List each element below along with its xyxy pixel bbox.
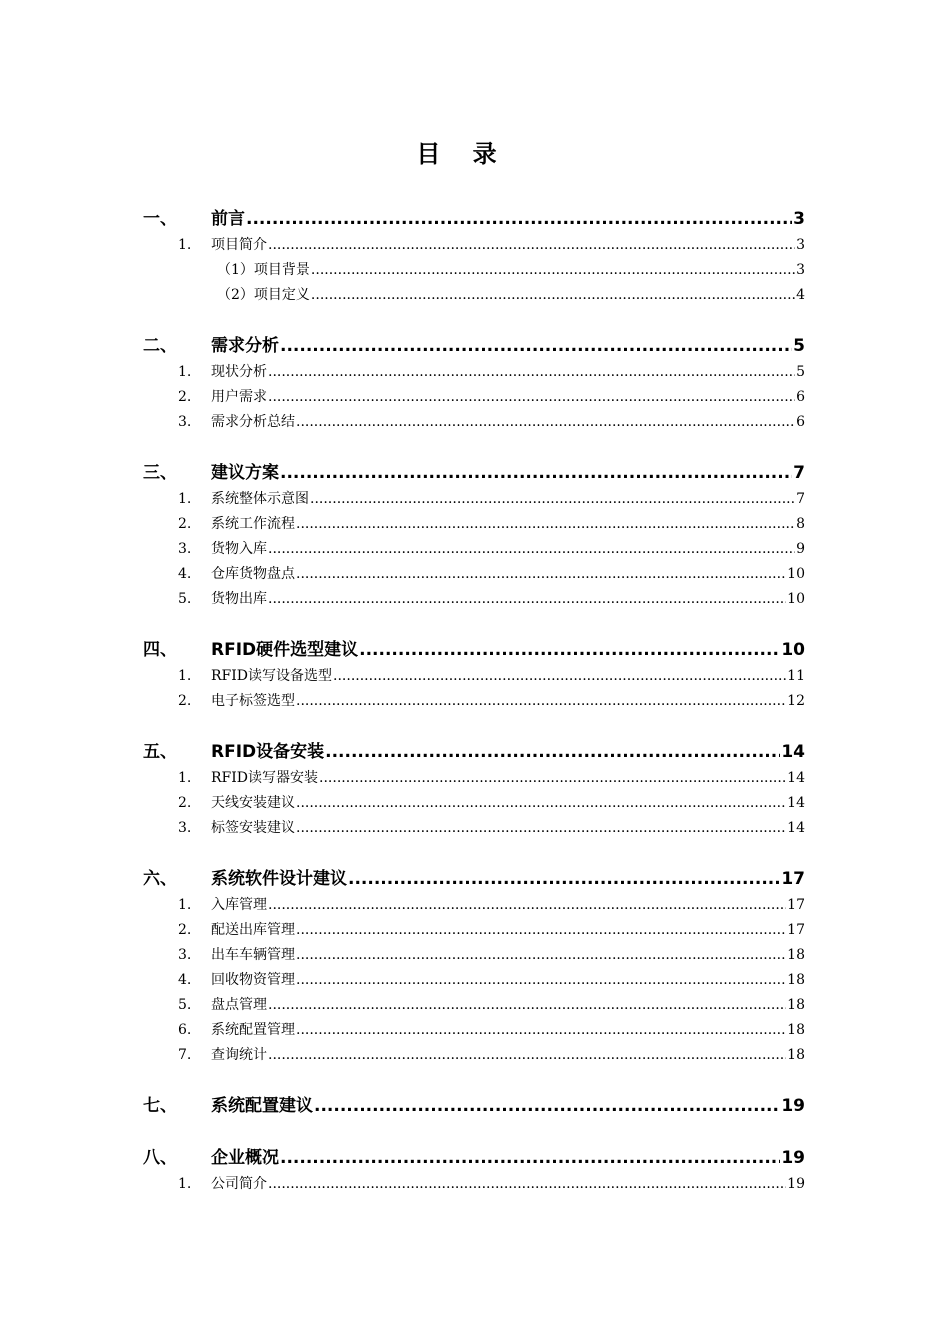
toc-subsection-entry[interactable] — [0, 661, 950, 686]
toc-title: 目 录 — [416, 140, 509, 168]
chapter-number: 五、 — [143, 742, 177, 762]
toc-subsection-entry[interactable] — [0, 280, 950, 305]
subsection-page-number: 10 — [787, 591, 805, 607]
toc-chapter-entry[interactable] — [0, 328, 950, 357]
chapter-number: 七、 — [143, 1096, 177, 1116]
subsection-number: 7. — [178, 1047, 192, 1063]
toc-subsection-entry[interactable] — [0, 407, 950, 432]
dot-leader — [296, 818, 786, 838]
subsection-title: 入库管理 — [211, 897, 267, 913]
chapter-number: 六、 — [143, 869, 177, 889]
table-of-contents — [0, 201, 950, 1217]
dot-leader — [296, 1020, 786, 1040]
chapter-page-number: 19 — [781, 1148, 805, 1168]
toc-subsection-entry[interactable] — [0, 559, 950, 584]
subsection-page-number: 14 — [787, 770, 805, 786]
subsection-page-number: 17 — [787, 922, 805, 938]
chapter-page-number: 19 — [781, 1096, 805, 1116]
subsection-number: 3. — [178, 820, 192, 836]
toc-subsection-entry[interactable] — [0, 915, 950, 940]
subsection-page-number: 18 — [787, 1047, 805, 1063]
subsection-title: 用户需求 — [211, 389, 267, 405]
toc-subsection-entry[interactable] — [0, 584, 950, 609]
chapter-title: 建议方案 — [211, 463, 279, 483]
toc-section — [0, 861, 950, 1065]
toc-subsection-entry[interactable] — [0, 357, 950, 382]
toc-chapter-entry[interactable] — [0, 861, 950, 890]
dot-leader — [268, 1045, 786, 1065]
subsection-title: 盘点管理 — [211, 997, 267, 1013]
chapter-title: RFID硬件选型建议 — [211, 640, 359, 660]
chapter-page-number: 3 — [793, 209, 805, 229]
subsection-number: 2. — [178, 795, 192, 811]
subsection-title: 现状分析 — [211, 364, 267, 380]
dot-leader — [325, 741, 780, 763]
chapter-number: 四、 — [143, 640, 177, 660]
dot-leader — [296, 793, 786, 813]
chapter-number: 一、 — [143, 209, 177, 229]
subsection-title: 标签安装建议 — [211, 820, 295, 836]
toc-section — [0, 734, 950, 838]
dot-leader — [296, 564, 786, 584]
subsection-number: 2. — [178, 693, 192, 709]
dot-leader — [246, 208, 792, 230]
toc-subsection-entry[interactable] — [0, 1015, 950, 1040]
subsection-title: （1）项目背景 — [217, 262, 310, 278]
toc-subsection-entry[interactable] — [0, 813, 950, 838]
dot-leader — [296, 920, 786, 940]
subsection-page-number: 3 — [796, 262, 805, 278]
chapter-title: 企业概况 — [211, 1148, 279, 1168]
dot-leader — [268, 995, 786, 1015]
subsection-title: 电子标签选型 — [211, 693, 295, 709]
subsection-number: 2. — [178, 389, 192, 405]
subsection-page-number: 18 — [787, 972, 805, 988]
toc-subsection-entry[interactable] — [0, 940, 950, 965]
toc-section — [0, 632, 950, 711]
subsection-number: 5. — [178, 997, 192, 1013]
subsection-page-number: 8 — [796, 516, 805, 532]
subsection-number: 6. — [178, 1022, 192, 1038]
dot-leader — [319, 768, 786, 788]
subsection-title: 货物出库 — [211, 591, 267, 607]
chapter-title: 需求分析 — [211, 336, 279, 356]
toc-subsection-entry[interactable] — [0, 763, 950, 788]
toc-section — [0, 455, 950, 609]
subsection-page-number: 18 — [787, 997, 805, 1013]
toc-subsection-entry[interactable] — [0, 534, 950, 559]
dot-leader — [359, 639, 780, 661]
dot-leader — [268, 589, 786, 609]
subsection-title: （2）项目定义 — [217, 287, 310, 303]
toc-subsection-entry[interactable] — [0, 382, 950, 407]
dot-leader — [280, 1147, 780, 1169]
dot-leader — [280, 335, 792, 357]
toc-subsection-entry[interactable] — [0, 230, 950, 255]
dot-leader — [314, 1095, 780, 1117]
dot-leader — [296, 945, 786, 965]
subsection-title: 系统工作流程 — [211, 516, 295, 532]
dot-leader — [296, 691, 786, 711]
subsection-page-number: 14 — [787, 795, 805, 811]
toc-subsection-entry[interactable] — [0, 1169, 950, 1194]
subsection-title: 配送出库管理 — [211, 922, 295, 938]
subsection-title: 天线安装建议 — [211, 795, 295, 811]
chapter-title: 系统配置建议 — [211, 1096, 313, 1116]
toc-subsection-entry[interactable] — [0, 509, 950, 534]
subsection-number: 4. — [178, 972, 192, 988]
subsection-number: 3. — [178, 414, 192, 430]
chapter-page-number: 14 — [781, 742, 805, 762]
subsection-page-number: 5 — [796, 364, 805, 380]
dot-leader — [280, 462, 792, 484]
subsection-number: 1. — [178, 364, 192, 380]
toc-chapter-entry[interactable] — [0, 632, 950, 661]
subsection-number: 1. — [178, 668, 192, 684]
chapter-number: 三、 — [143, 463, 177, 483]
chapter-title: 系统软件设计建议 — [211, 869, 347, 889]
subsection-page-number: 17 — [787, 897, 805, 913]
dot-leader — [296, 970, 786, 990]
subsection-title: 出车车辆管理 — [211, 947, 295, 963]
dot-leader — [296, 514, 795, 534]
subsection-title: RFID读写器安装 — [211, 770, 319, 786]
toc-subsection-entry[interactable] — [0, 1040, 950, 1065]
chapter-number: 八、 — [143, 1148, 177, 1168]
subsection-title: 查询统计 — [211, 1047, 267, 1063]
subsection-page-number: 14 — [787, 820, 805, 836]
chapter-page-number: 7 — [793, 463, 805, 483]
subsection-number: 1. — [178, 237, 192, 253]
subsection-page-number: 11 — [787, 668, 805, 684]
toc-subsection-entry[interactable] — [0, 788, 950, 813]
subsection-number: 4. — [178, 566, 192, 582]
subsection-title: 项目简介 — [211, 237, 267, 253]
subsection-page-number: 9 — [796, 541, 805, 557]
chapter-title: 前言 — [211, 209, 245, 229]
dot-leader — [311, 260, 795, 280]
dot-leader — [333, 666, 786, 686]
toc-subsection-entry[interactable] — [0, 255, 950, 280]
toc-chapter-entry[interactable] — [0, 734, 950, 763]
subsection-page-number: 12 — [787, 693, 805, 709]
dot-leader — [348, 868, 780, 890]
toc-subsection-entry[interactable] — [0, 890, 950, 915]
subsection-title: 需求分析总结 — [211, 414, 295, 430]
toc-subsection-entry[interactable] — [0, 965, 950, 990]
subsection-page-number: 10 — [787, 566, 805, 582]
toc-subsection-entry[interactable] — [0, 484, 950, 509]
chapter-page-number: 5 — [793, 336, 805, 356]
subsection-title: 系统配置管理 — [211, 1022, 295, 1038]
dot-leader — [268, 235, 795, 255]
dot-leader — [268, 539, 795, 559]
subsection-number: 3. — [178, 541, 192, 557]
subsection-title: 系统整体示意图 — [211, 491, 309, 507]
toc-section — [0, 1088, 950, 1117]
toc-subsection-entry[interactable] — [0, 686, 950, 711]
subsection-title: 货物入库 — [211, 541, 267, 557]
subsection-number: 1. — [178, 491, 192, 507]
subsection-page-number: 3 — [796, 237, 805, 253]
subsection-number: 2. — [178, 922, 192, 938]
toc-chapter-entry[interactable] — [0, 455, 950, 484]
chapter-title: RFID设备安装 — [211, 742, 325, 762]
subsection-page-number: 18 — [787, 1022, 805, 1038]
subsection-page-number: 19 — [787, 1176, 805, 1192]
chapter-page-number: 10 — [781, 640, 805, 660]
subsection-number: 1. — [178, 1176, 192, 1192]
dot-leader — [268, 895, 786, 915]
toc-section — [0, 201, 950, 305]
dot-leader — [310, 489, 795, 509]
subsection-number: 3. — [178, 947, 192, 963]
subsection-number: 2. — [178, 516, 192, 532]
toc-chapter-entry[interactable] — [0, 1088, 950, 1117]
subsection-title: 仓库货物盘点 — [211, 566, 295, 582]
chapter-page-number: 17 — [781, 869, 805, 889]
subsection-page-number: 6 — [796, 414, 805, 430]
subsection-title: RFID读写设备选型 — [211, 668, 333, 684]
dot-leader — [296, 412, 795, 432]
toc-chapter-entry[interactable] — [0, 1140, 950, 1169]
toc-subsection-entry[interactable] — [0, 990, 950, 1015]
dot-leader — [311, 285, 795, 305]
subsection-page-number: 18 — [787, 947, 805, 963]
subsection-title: 公司简介 — [211, 1176, 267, 1192]
subsection-number: 1. — [178, 770, 192, 786]
subsection-number: 5. — [178, 591, 192, 607]
toc-section — [0, 1140, 950, 1194]
chapter-number: 二、 — [143, 336, 177, 356]
subsection-page-number: 7 — [796, 491, 805, 507]
dot-leader — [268, 387, 795, 407]
subsection-number: 1. — [178, 897, 192, 913]
dot-leader — [268, 1174, 786, 1194]
subsection-page-number: 6 — [796, 389, 805, 405]
toc-chapter-entry[interactable] — [0, 201, 950, 230]
toc-section — [0, 328, 950, 432]
dot-leader — [268, 362, 795, 382]
subsection-title: 回收物资管理 — [211, 972, 295, 988]
subsection-page-number: 4 — [796, 287, 805, 303]
